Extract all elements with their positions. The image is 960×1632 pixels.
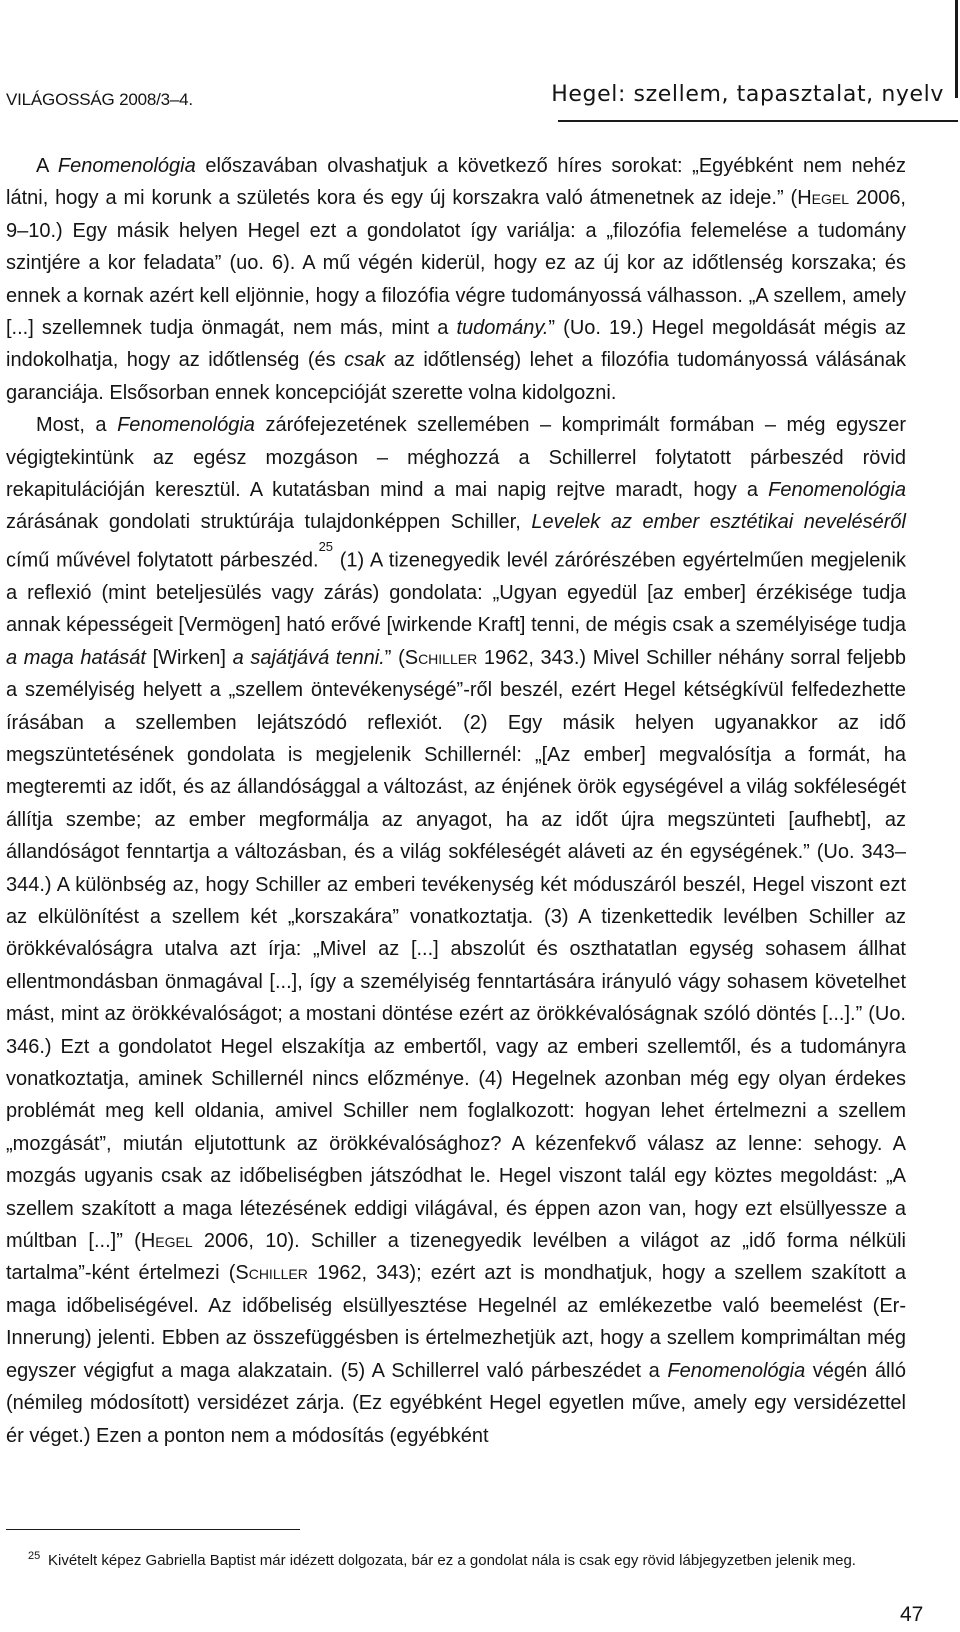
text-run: előszavában olvashatjuk a következő híres sorokat: „Egyébként nem nehéz látni, hogy a mi korunk a születés kora és egy új korszakra való átmenetnek az ideje.” ( <box>6 155 906 210</box>
italic-text: Fenomenológia <box>768 479 906 502</box>
text-run: végén álló (némileg módosított) versidézet zárja. (Ez egyébként Hegel egyetlen műve, amely egy versidézettel ér véget.) Ezen a ponton nem a módosítás (egyébként <box>6 1359 906 1447</box>
header-rule <box>558 120 958 122</box>
footnote-text: Kivételt képez Gabriella Baptist már idézett dolgozata, bár ez a gondolat nála is csak egy rövid lábjegyzetben jelenik meg. <box>48 1552 856 1569</box>
footnote-number: 25 <box>28 1550 41 1562</box>
footnote-rule <box>6 1529 300 1530</box>
paragraph <box>6 409 906 1452</box>
text-run: 1962, 343.) Mivel Schiller néhány sorral feljebb a személyiség helyett a „szellem öntevékenységé”-ről beszél, ezért Hegel kétségkívül felfedezhette írásában a szellemben lejátszódó reflexiót. (2) Egy másik helyen ugyanakkor az idő megszüntetésének gondolata is megjelenik Schillernél: „[Az ember] megvalósítja a formát, ha megteremti az időt, és az állandósággal a változást, az énjének örök egységével a világ sokféleségét állítja szembe; az ember megformálja az anyagot, ha az időt újra megszünteti [aufhebt], az állandóságot fenntartja a változásban, és a világ sokféleségét aláveti az én egységének.” (Uo. 343–344.) A különbség az, hogy Schiller az emberi tevékenység két móduszáról beszél, Hegel viszont ezt az elkülönítést a szellem két „korszakára” vonatkoztatja. (3) A tizenkettedik levélben Schiller az örökkévalóságra utalva azt írja: „Mivel az [...] abszolút és oszthatatlan egység sohasem állhat ellentmondásban önmagával [...], így a személyiség fenntartására irányuló vágy sohasem követelhet mást, mint az örökkévalóságot; a mostani döntése ezért az örökkévalóságnak szóló döntés [...].” (Uo. 346.) Ezt a gondolatot Hegel elszakítja az embertől, vagy az emberi szellemtől, és a tudományra vonatkoztatja, aminek Schillernél nincs előzménye. (4) Hegelnek azonban még egy olyan érdekes problémát meg kell oldania, amivel Schiller nem foglalkozott: hogyan lehet értelmezni a szellem „mozgását”, miután eljutottunk az örökkévalósághoz? A kézenfekvő válasz az lenne: sehogy. A mozgás ugyanis csak az időbeliségben játszódhat le. Hegel viszont talál egy köztes megoldást: „A szellem szakított a maga létezésének eddigi világával, és éppen azon van, hogy ezt elsüllyessze a múltban [...]” ( <box>6 646 906 1253</box>
italic-text: tudomány. <box>456 317 549 340</box>
text-run: zárásának gondolati struktúrája tulajdonképpen Schiller, <box>6 511 532 534</box>
footnote-reference: 25 <box>318 538 334 554</box>
running-title: Hegel: szellem, tapasztalat, nyelv <box>551 82 944 107</box>
text-run: zárófejezetének szellemében – komprimált formában – még egyszer végigtekintünk az egész mozgáson – méghozzá a Schillerrel folytatott párbeszéd rövid rekapitulációján keresztül. A kutatásban mind a mai napig rejtve maradt, hogy a <box>6 414 907 502</box>
small-caps-citation: Schiller <box>404 646 478 669</box>
text-run: című művével folytatott párbeszéd. <box>6 549 319 572</box>
italic-text: Levelek az ember esztétikai neveléséről <box>531 511 906 534</box>
text-run: 1962, 343); ezért azt is mondhatjuk, hogy a szellem szakított a maga időbeliségével. Az időbeliség elsüllyesztése Hegelnél az emlékezetbe való beemelést (Er-Innerung) jelenti. Ebben az összefüggésben is értelmezhetjük azt, hogy a szellem komprimáltan még egyszer végigfut a maga alakzatain. (5) A Schillerrel való párbeszédet a <box>6 1262 907 1382</box>
small-caps-citation: Hegel <box>797 187 850 210</box>
text-run: (1) A tizenegyedik levél zárórészében egyértelműen megjelenik a reflexió (mint beteljesülés vagy zárás) gondolata: „Ugyan egyedül [az ember] érzékisége tudja annak képességeit [Vermögen] ható erővé [wirkende Kraft] tenni, de mégis csak a személyisége tudja <box>6 549 906 637</box>
article-body <box>6 150 906 1452</box>
italic-text: a maga hatását <box>6 646 146 669</box>
text-run: [Wirken] <box>146 646 233 669</box>
page-frame-edge <box>955 0 958 98</box>
small-caps-citation: Hegel <box>140 1230 193 1253</box>
page-number: 47 <box>900 1603 924 1626</box>
text-run: ” ( <box>384 646 405 669</box>
footnote-25 <box>28 1548 908 1573</box>
italic-text: csak <box>344 349 386 372</box>
text-run: A <box>36 155 58 177</box>
text-run: Most, a <box>36 414 118 437</box>
text-run: ” (Uo. 19.) Hegel megoldását mégis az indokolhatja, hogy az időtlenség (és <box>6 317 907 372</box>
text-run: 2006, 10). Schiller a tizenegyedik levélben a világot az „idő forma nélküli tartalma”-ként értelmezi ( <box>6 1230 906 1285</box>
text-run: az időtlenség) lehet a filozófia tudományossá válásának garanciája. Elsősorban ennek koncepcióját szerette volna kidolgozni. <box>6 349 906 404</box>
italic-text: Fenomenológia <box>117 414 255 437</box>
small-caps-citation: Schiller <box>235 1262 308 1285</box>
italic-text: Fenomenológia <box>57 155 196 177</box>
journal-issue: VILÁGOSSÁG 2008/3–4. <box>6 90 193 109</box>
italic-text: a sajátjává tenni. <box>232 646 385 669</box>
paragraph <box>6 150 906 409</box>
italic-text: Fenomenológia <box>667 1359 806 1382</box>
text-run: 2006, 9–10.) Egy másik helyen Hegel ezt a gondolatot így variálja: a „filozófia felemelése a tudomány szintjére a kor feladata” (uo. 6). A mű végén kiderül, hogy ez az új kor az időtlenség korszaka; és ennek a kornak azért kell eljönnie, hogy a filozófia végre tudományossá válhasson. „A szellem, amely [...] szellemnek tudja önmagát, nem más, mint a <box>6 187 906 340</box>
running-header <box>0 82 960 118</box>
